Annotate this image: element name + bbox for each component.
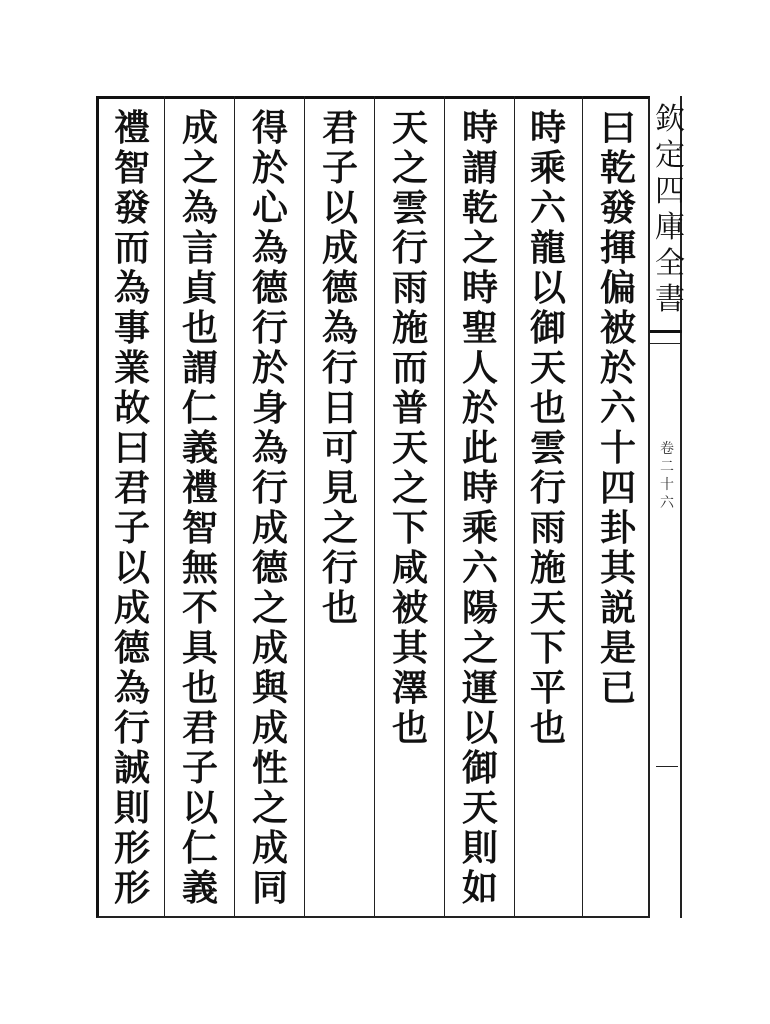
character: 此 — [461, 427, 498, 469]
character: 也 — [529, 707, 566, 749]
character: 庫 — [655, 210, 685, 245]
character: 御 — [461, 747, 498, 789]
column-divider — [234, 96, 235, 918]
character: 義 — [181, 427, 218, 469]
text-column-3 — [452, 108, 508, 908]
character: 日 — [321, 387, 358, 429]
character: 行 — [251, 467, 288, 509]
character: 為 — [181, 187, 218, 229]
text-column-2 — [520, 108, 576, 748]
character: 而 — [391, 347, 428, 389]
character: 平 — [529, 667, 566, 709]
book-title — [650, 102, 690, 318]
character: 人 — [461, 347, 498, 389]
character: 之 — [391, 467, 428, 509]
character: 君 — [321, 107, 358, 149]
character: 雨 — [529, 507, 566, 549]
character: 與 — [251, 667, 288, 709]
character: 智 — [181, 507, 218, 549]
character: 御 — [529, 307, 566, 349]
fishtail-mark — [650, 330, 682, 344]
character: 之 — [321, 507, 358, 549]
character: 施 — [529, 547, 566, 589]
character: 也 — [181, 667, 218, 709]
character: 天 — [391, 107, 428, 149]
character: 可 — [321, 427, 358, 469]
character: 六 — [529, 187, 566, 229]
character: 也 — [529, 387, 566, 429]
character: 時 — [461, 267, 498, 309]
character: 也 — [181, 307, 218, 349]
character: 仁 — [181, 827, 218, 869]
character: 陽 — [461, 587, 498, 629]
character: 義 — [181, 867, 218, 909]
character: 行 — [113, 707, 150, 749]
character: 曰 — [599, 107, 636, 149]
character: 言 — [181, 227, 218, 269]
text-column-7 — [172, 108, 228, 908]
character: 之 — [181, 147, 218, 189]
character: 雲 — [529, 427, 566, 469]
character: 見 — [321, 467, 358, 509]
character: 心 — [251, 187, 288, 229]
character: 天 — [391, 427, 428, 469]
character: 無 — [181, 547, 218, 589]
character: 天 — [461, 787, 498, 829]
character: 而 — [113, 227, 150, 269]
character: 德 — [113, 627, 150, 669]
character: 六 — [461, 547, 498, 589]
character: 被 — [599, 307, 636, 349]
character: 以 — [113, 547, 150, 589]
character: 也 — [391, 707, 428, 749]
character: 之 — [461, 627, 498, 669]
column-divider — [164, 96, 165, 918]
character: 乘 — [461, 507, 498, 549]
character: 時 — [461, 107, 498, 149]
character: 智 — [113, 147, 150, 189]
character: 事 — [113, 307, 150, 349]
character: 如 — [461, 867, 498, 909]
character: 仁 — [181, 387, 218, 429]
character: 雨 — [391, 267, 428, 309]
character: 子 — [181, 747, 218, 789]
character: 誠 — [113, 747, 150, 789]
character: 子 — [321, 147, 358, 189]
character: 成 — [251, 627, 288, 669]
character: 具 — [181, 627, 218, 669]
character: 之 — [251, 587, 288, 629]
character: 是 — [599, 627, 636, 669]
character: 德 — [251, 267, 288, 309]
text-column-8 — [104, 108, 160, 908]
character: 説 — [599, 587, 636, 629]
character: 為 — [113, 667, 150, 709]
character: 乾 — [461, 187, 498, 229]
character: 為 — [251, 227, 288, 269]
character: 咸 — [391, 547, 428, 589]
character: 其 — [599, 547, 636, 589]
character: 乾 — [599, 147, 636, 189]
character: 普 — [391, 387, 428, 429]
character: 得 — [251, 107, 288, 149]
character: 書 — [655, 282, 685, 317]
character: 形 — [113, 827, 150, 869]
character: 四 — [655, 174, 685, 209]
character: 故 — [113, 387, 150, 429]
character: 澤 — [391, 667, 428, 709]
character: 龍 — [529, 227, 566, 269]
character: 其 — [391, 627, 428, 669]
character: 則 — [461, 827, 498, 869]
character: 成 — [251, 707, 288, 749]
character: 之 — [251, 787, 288, 829]
character: 德 — [321, 267, 358, 309]
character: 以 — [181, 787, 218, 829]
character: 行 — [321, 547, 358, 589]
character: 於 — [251, 347, 288, 389]
character: 十 — [599, 427, 636, 469]
column-divider — [514, 96, 515, 918]
column-divider — [304, 96, 305, 918]
text-column-4 — [382, 108, 438, 748]
character: 十 — [660, 477, 674, 493]
character: 揮 — [599, 227, 636, 269]
character: 行 — [251, 307, 288, 349]
character: 以 — [461, 707, 498, 749]
character: 行 — [391, 227, 428, 269]
character: 六 — [599, 387, 636, 429]
character: 為 — [251, 427, 288, 469]
character: 形 — [113, 867, 150, 909]
character: 則 — [113, 787, 150, 829]
character: 成 — [181, 107, 218, 149]
character: 貞 — [181, 267, 218, 309]
character: 為 — [113, 267, 150, 309]
text-column-1 — [590, 108, 646, 708]
character: 乘 — [529, 147, 566, 189]
character: 全 — [655, 246, 685, 281]
text-column-5 — [312, 108, 368, 628]
column-divider — [444, 96, 445, 918]
character: 性 — [251, 747, 288, 789]
character: 雲 — [391, 187, 428, 229]
character: 之 — [391, 147, 428, 189]
text-column-6 — [242, 108, 298, 908]
character: 為 — [321, 307, 358, 349]
character: 禮 — [181, 467, 218, 509]
character: 成 — [321, 227, 358, 269]
character: 於 — [599, 347, 636, 389]
character: 卷 — [660, 441, 674, 457]
character: 已 — [599, 667, 636, 709]
character: 同 — [251, 867, 288, 909]
character: 君 — [113, 467, 150, 509]
character: 以 — [529, 267, 566, 309]
character: 聖 — [461, 307, 498, 349]
character: 二 — [660, 459, 674, 475]
character: 天 — [529, 587, 566, 629]
character: 行 — [529, 467, 566, 509]
character: 謂 — [461, 147, 498, 189]
character: 行 — [321, 347, 358, 389]
character: 下 — [529, 627, 566, 669]
character: 德 — [251, 547, 288, 589]
character: 於 — [251, 147, 288, 189]
character: 欽 — [655, 102, 685, 137]
character: 成 — [251, 507, 288, 549]
character: 謂 — [181, 347, 218, 389]
character: 時 — [461, 467, 498, 509]
character: 發 — [113, 187, 150, 229]
character: 時 — [529, 107, 566, 149]
character: 曰 — [113, 427, 150, 469]
character: 君 — [181, 707, 218, 749]
margin-mark-line — [656, 766, 678, 767]
character: 成 — [113, 587, 150, 629]
character: 運 — [461, 667, 498, 709]
character: 於 — [461, 387, 498, 429]
character: 定 — [655, 138, 685, 173]
character: 以 — [321, 187, 358, 229]
character: 被 — [391, 587, 428, 629]
character: 業 — [113, 347, 150, 389]
character: 下 — [391, 507, 428, 549]
column-divider — [374, 96, 375, 918]
character: 天 — [529, 347, 566, 389]
character: 也 — [321, 587, 358, 629]
column-divider — [582, 96, 583, 918]
character: 發 — [599, 187, 636, 229]
character: 子 — [113, 507, 150, 549]
character: 卦 — [599, 507, 636, 549]
character: 六 — [660, 495, 674, 511]
volume-label — [652, 440, 682, 512]
character: 四 — [599, 467, 636, 509]
character: 身 — [251, 387, 288, 429]
character: 不 — [181, 587, 218, 629]
character: 禮 — [113, 107, 150, 149]
character: 偏 — [599, 267, 636, 309]
character: 成 — [251, 827, 288, 869]
character: 施 — [391, 307, 428, 349]
character: 之 — [461, 227, 498, 269]
